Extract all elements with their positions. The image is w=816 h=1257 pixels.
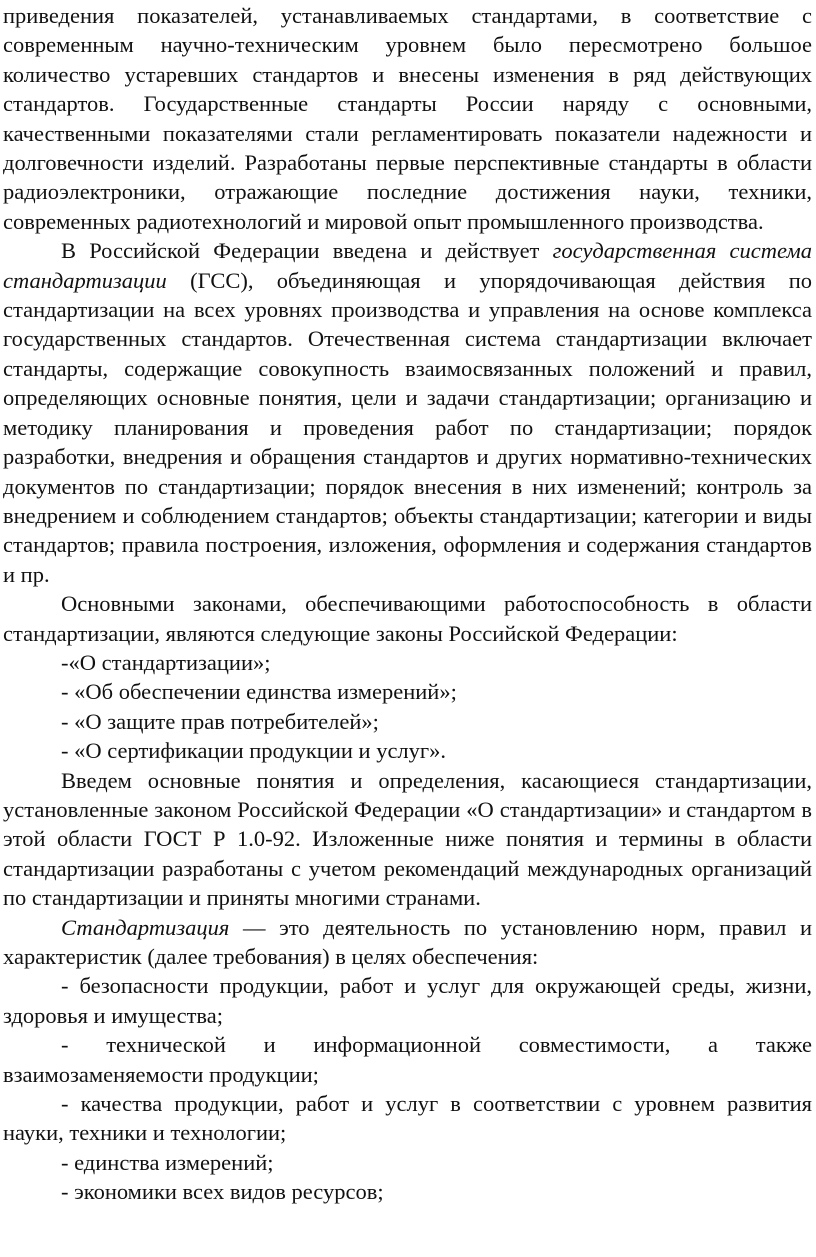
paragraph-gss (3, 236, 812, 589)
paragraph-standards-revision (3, 1, 812, 236)
list-item-text: - единства измерений; (61, 1149, 274, 1175)
list-item-text: - «О защите прав потребителей»; (61, 708, 379, 734)
paragraph-laws-intro (3, 589, 812, 648)
list-item-text: - качества продукции, работ и услуг в соответствии с уровнем развития науки, техники и технологии; (3, 1091, 812, 1146)
list-item-text: - технической и информационной совместимости, а также взаимозаменяемости продукции; (3, 1032, 812, 1087)
list-item-text: - «Об обеспечении единства измерений»; (61, 679, 457, 705)
list-item-quality (3, 1089, 812, 1148)
list-item-text: - безопасности продукции, работ и услуг для окружающей среды, жизни, здоровья и имущества; (3, 973, 812, 1028)
list-item-text: -«О стандартизации»; (61, 649, 271, 675)
paragraph-text: Основными законами, обеспечивающими работоспособность в области стандартизации, являются следующие законы Российской Федерации: (3, 591, 812, 646)
paragraph-standardization-definition (3, 913, 812, 972)
list-item-text: - «О сертификации продукции и услуг». (61, 738, 447, 764)
list-item-law-consumers (3, 707, 812, 736)
paragraph-text: Введем основные понятия и определения, касающиеся стандартизации, установленные законом Российской Федерации «О стандартизации» и стандартом в этой области ГОСТ Р 1.0-92. Изложенные ниже понятия и термины в области стандартизации разработаны с учетом рекомендаций международных организаций по стандартизации и приняты многими странами. (3, 767, 812, 911)
paragraph-text-before: В Российской Федерации введена и действует (61, 238, 553, 264)
list-item-resources (3, 1177, 812, 1206)
term-standardization: Стандартизация (61, 914, 230, 940)
term-gss: государственная система стандартизации (3, 238, 812, 293)
list-item-law-standardization (3, 648, 812, 677)
list-item-text: - экономики всех видов ресурсов; (61, 1179, 384, 1205)
paragraph-text-after: — это деятельность по установлению норм, правил и характеристик (далее требования) в целях обеспечения: (3, 914, 812, 969)
list-item-measurement-unity (3, 1148, 812, 1177)
paragraph-text-after: (ГСС), объединяющая и упорядочивающая действия по стандартизации на всех уровнях производства и управления на основе комплекса государственных стандартов. Отечественная система стандартизации включает стандарты, содержащие совокупность взаимосвязанных положений и правил, определяющих основные понятия, цели и задачи стандартизации; организацию и методику планирования и проведения работ по стандартизации; порядок разработки, внедрения и обращения стандартов и других нормативно-технических документов по стандартизации; порядок внесения в них изменений; контроль за внедрением и соблюдением стандартов; объекты стандартизации; категории и виды стандартов; правила построения, изложения, оформления и содержания стандартов и пр. (3, 267, 812, 587)
list-item-compatibility (3, 1030, 812, 1089)
paragraph-text: приведения показателей, устанавливаемых стандартами, в соответствие с современным научно-техническим уровнем было пересмотрено большое количество устаревших стандартов и внесены изменения в ряд действующих стандартов. Государственные стандарты России наряду с основными, качественными показателями стали регламентировать показатели надежности и долговечности изделий. Разработаны первые перспективные стандарты в области радиоэлектроники, отражающие последние достижения науки, техники, современных радиотехнологий и мировой опыт промышленного производства. (3, 3, 812, 234)
list-item-safety (3, 971, 812, 1030)
paragraph-definitions-intro (3, 766, 812, 913)
list-item-law-measurements (3, 677, 812, 706)
list-item-law-certification (3, 736, 812, 765)
